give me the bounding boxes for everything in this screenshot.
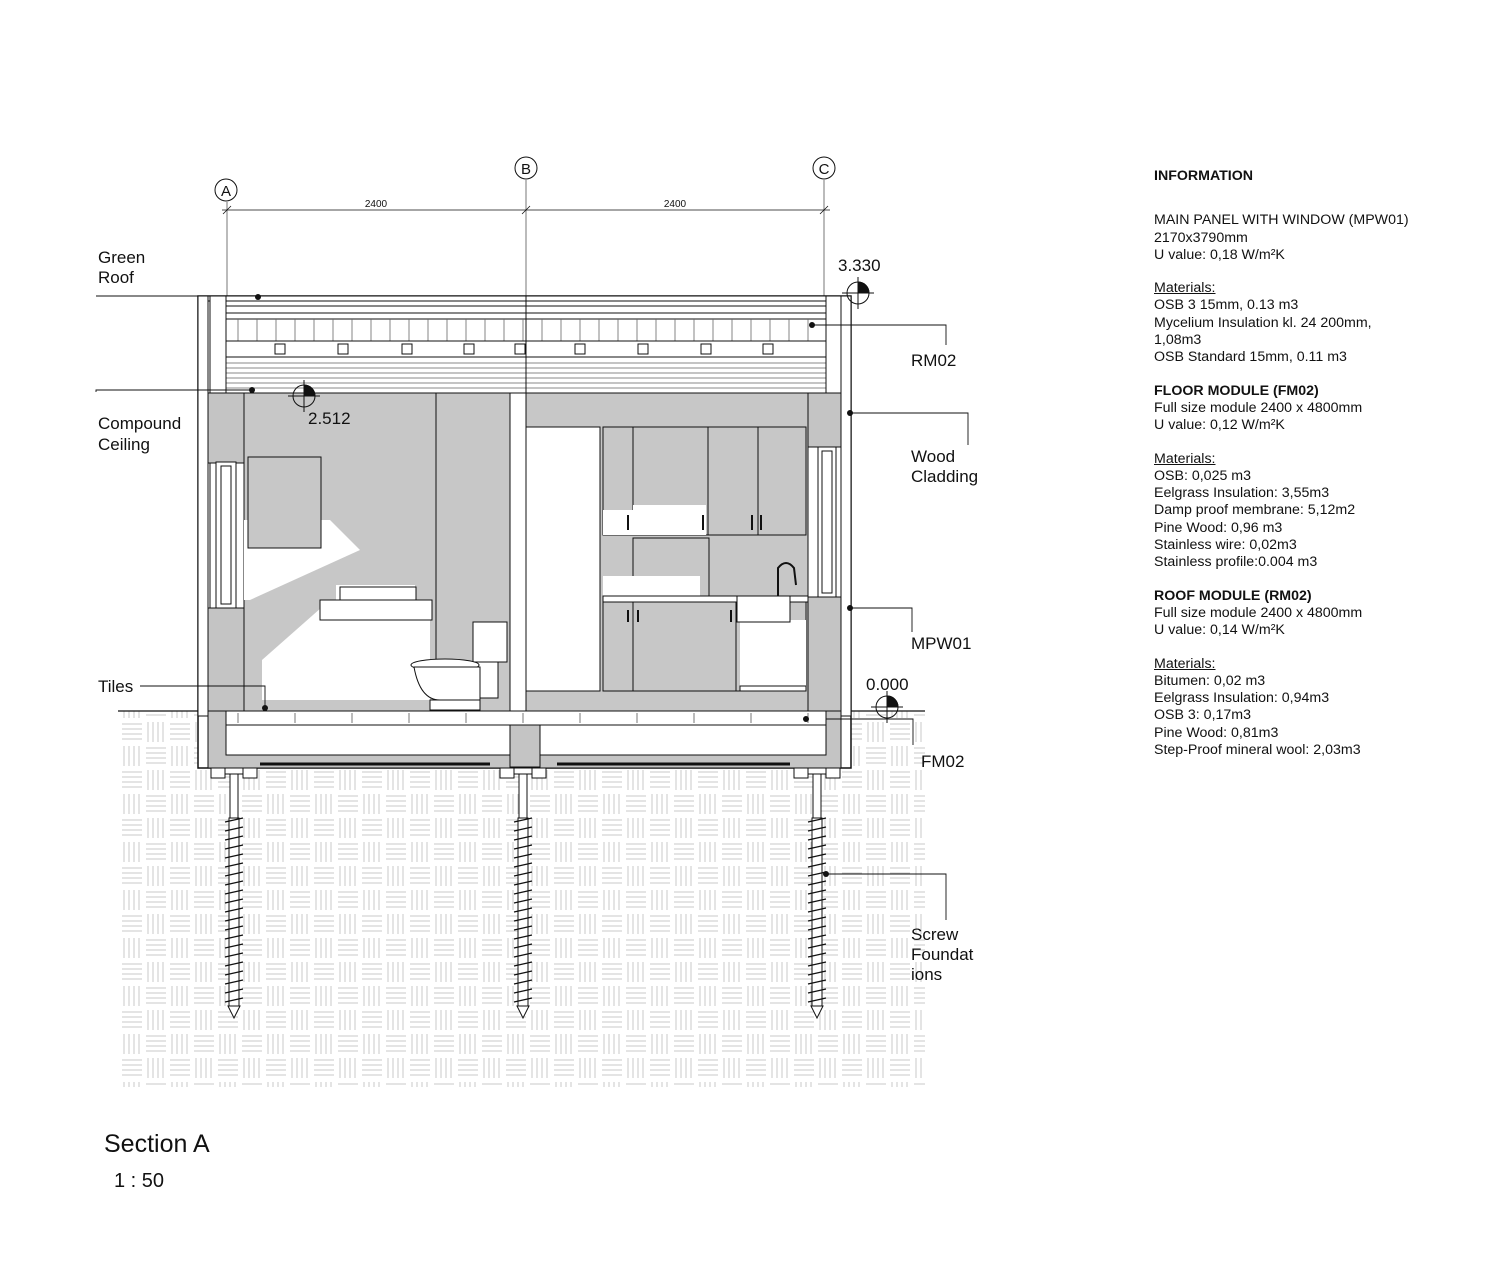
panel-size: 2170x3790mm — [1154, 229, 1248, 246]
panel-heading: MAIN PANEL WITH WINDOW (MPW01) — [1154, 212, 1409, 229]
dimension-ab: 2400 — [364, 199, 388, 210]
roof-material: Eelgrass Insulation: 0,94m3 — [1154, 690, 1330, 707]
kitchen-interior — [526, 393, 808, 711]
floor-material: Eelgrass Insulation: 3,55m3 — [1154, 485, 1330, 502]
kitchen-sink — [737, 596, 790, 622]
section-scale: 1 : 50 — [114, 1170, 165, 1192]
floor-material: Damp proof membrane: 5,12m2 — [1154, 502, 1356, 519]
roof-material: Bitumen: 0,02 m3 — [1154, 672, 1266, 689]
roof-materials-label: Materials: — [1154, 655, 1216, 672]
grid-marker-a — [215, 179, 237, 201]
label-screw-foundations-line2: Foundat — [911, 945, 974, 964]
level-ceiling-value: 2.512 — [308, 409, 351, 428]
roof-material: Step-Proof mineral wool: 2,03m3 — [1154, 742, 1361, 759]
level-top-value: 3.330 — [838, 256, 881, 275]
panel-materials-label: Materials: — [1154, 280, 1216, 297]
grid-marker-c — [813, 157, 835, 179]
panel-u-value: U value: 0,18 W/m²K — [1154, 246, 1285, 263]
floor-heading: FLOOR MODULE (FM02) — [1154, 382, 1319, 399]
roof-material: OSB 3: 0,17m3 — [1154, 707, 1251, 724]
panel-material: Mycelium Insulation kl. 24 200mm, — [1154, 314, 1372, 331]
floor-materials-block — [1154, 451, 1484, 572]
floor-material: Stainless wire: 0,02m3 — [1154, 537, 1297, 554]
bathroom-interior — [244, 393, 510, 711]
floor-u-value: U value: 0,12 W/m²K — [1154, 417, 1285, 434]
svg-text:C: C — [818, 161, 830, 178]
label-green-roof: Green — [98, 248, 146, 267]
label-mpw01: MPW01 — [911, 634, 972, 653]
panel-materials-block — [1154, 280, 1484, 366]
label-rm02: RM02 — [911, 351, 957, 370]
svg-text:A: A — [220, 183, 232, 200]
roof-heading: ROOF MODULE (RM02) — [1154, 587, 1312, 604]
panel-material: 1,08m3 — [1154, 332, 1202, 349]
interior-partition — [510, 393, 526, 711]
label-wood-cladding: Wood — [911, 447, 956, 466]
bathroom-shelf — [320, 600, 432, 620]
dimension-bc: 2400 — [663, 199, 687, 210]
floor-material: Stainless profile:0.004 m3 — [1154, 554, 1318, 571]
label-fm02: FM02 — [921, 752, 965, 771]
panel-material: OSB 3 15mm, 0.13 m3 — [1154, 297, 1299, 314]
bathroom-mirror — [248, 457, 321, 548]
roof-materials-block — [1154, 656, 1484, 760]
grid-marker-b — [515, 157, 537, 179]
floor-size: Full size module 2400 x 4800mm — [1154, 399, 1363, 416]
floor-module — [208, 711, 841, 768]
level-floor-value: 0.000 — [866, 675, 909, 694]
label-screw-foundations-line3: ions — [911, 965, 943, 984]
panel-material: OSB Standard 15mm, 0.11 m3 — [1154, 349, 1347, 366]
label-tiles: Tiles — [98, 677, 134, 696]
label-wood-cladding-line2: Cladding — [911, 467, 979, 486]
kitchen-plinth — [740, 686, 806, 691]
svg-text:B: B — [520, 161, 532, 178]
floor-material: OSB: 0,025 m3 — [1154, 467, 1251, 484]
bathroom-washbasin — [340, 587, 416, 600]
floor-material: Pine Wood: 0,96 m3 — [1154, 519, 1283, 536]
label-compound-ceiling-line2: Ceiling — [98, 435, 150, 454]
section-title: Section A — [104, 1130, 210, 1158]
label-compound-ceiling: Compound — [98, 414, 182, 433]
label-green-roof-line2: Roof — [98, 268, 134, 287]
information-panel — [1154, 168, 1484, 775]
roof-material: Pine Wood: 0,81m3 — [1154, 724, 1279, 741]
label-screw-foundations: Screw — [911, 925, 959, 944]
roof-u-value: U value: 0,14 W/m²K — [1154, 622, 1285, 639]
roof-size: Full size module 2400 x 4800mm — [1154, 604, 1363, 621]
info-panel-block — [1154, 212, 1484, 264]
info-roof-block — [1154, 588, 1484, 640]
info-title: INFORMATION — [1154, 168, 1254, 184]
grid-lines — [227, 180, 824, 300]
info-floor-block — [1154, 383, 1484, 435]
floor-materials-label: Materials: — [1154, 450, 1216, 467]
